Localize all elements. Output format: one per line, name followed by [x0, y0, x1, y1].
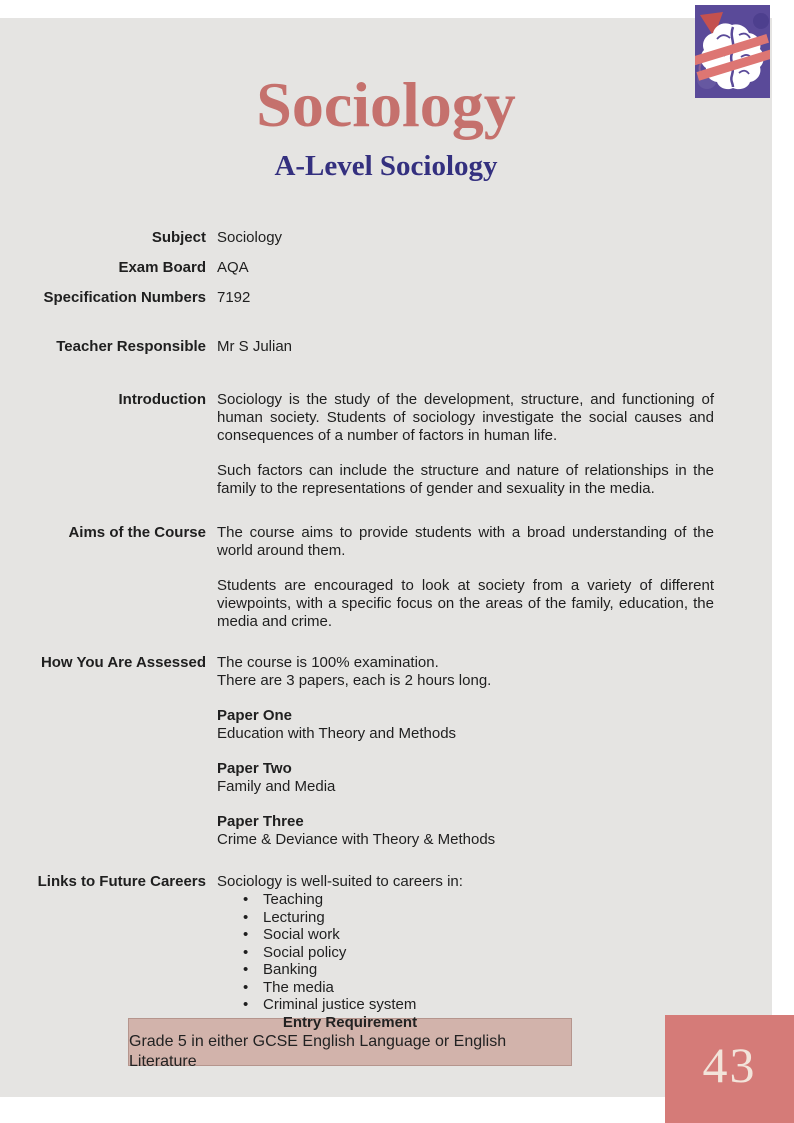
paper-three	[217, 813, 714, 849]
school-logo	[695, 5, 770, 98]
section-aims-of-the-course	[0, 524, 714, 631]
assessment-summary	[217, 654, 714, 690]
paragraph: Such factors can include the structure and nature of relationships in the family to the representations of gender and sexuality in the media.	[217, 462, 714, 497]
list-item: • Social work	[243, 926, 714, 944]
paper-one	[217, 707, 714, 743]
page-number-block	[665, 1015, 794, 1123]
paper-description: Education with Theory and Methods	[217, 725, 457, 742]
paper-title: Paper Three	[217, 813, 304, 830]
careers-intro: Sociology is well-suited to careers in:	[217, 873, 463, 890]
field-row-subject	[0, 229, 714, 247]
section-how-you-are-assessed	[0, 654, 714, 849]
paragraph: Students are encouraged to look at society from a variety of different viewpoints, with a specific focus on the areas of the family, education, the media and crime.	[217, 577, 714, 630]
section-links-to-future-careers	[0, 873, 714, 1014]
field-row-exam-board	[0, 259, 714, 277]
field-value: Sociology	[217, 229, 283, 246]
field-label: Exam Board	[118, 259, 206, 276]
paragraph: Sociology is the study of the development, structure, and functioning of human society. Students of sociology investigate the social causes and consequences of a number of factors in human life.	[217, 391, 714, 444]
page-background	[0, 18, 772, 1097]
assessment-line: There are 3 papers, each is 2 hours long.	[217, 672, 492, 689]
field-label: Specification Numbers	[43, 289, 206, 306]
paper-title: Paper Two	[217, 760, 292, 777]
field-value: Mr S Julian	[217, 338, 293, 355]
list-item: • Criminal justice system	[243, 996, 714, 1014]
assessment-line: The course is 100% examination.	[217, 654, 439, 671]
list-item: • Banking	[243, 961, 714, 979]
field-value: AQA	[217, 259, 249, 276]
paper-description: Crime & Deviance with Theory & Methods	[217, 831, 496, 848]
paper-two	[217, 760, 714, 796]
field-label: Subject	[151, 229, 206, 246]
field-row-specification-numbers	[0, 289, 714, 307]
list-item: • Lecturing	[243, 909, 714, 927]
paragraph: The course aims to provide students with a broad understanding of the world around them.	[217, 524, 714, 559]
entry-requirement-box	[128, 1013, 572, 1070]
list-item: • Social policy	[243, 944, 714, 962]
careers-list	[217, 891, 714, 1014]
page-number: 43	[702, 1037, 757, 1093]
list-item: • The media	[243, 979, 714, 997]
section-label: How You Are Assessed	[40, 654, 206, 671]
list-item: • Teaching	[243, 891, 714, 909]
field-row-teacher-responsible	[0, 338, 714, 356]
page-title: Sociology	[256, 69, 516, 140]
section-label: Aims of the Course	[68, 524, 206, 541]
field-value: 7192	[217, 289, 251, 306]
paper-title: Paper One	[217, 707, 293, 724]
paper-description: Family and Media	[217, 778, 336, 795]
page-subtitle: A-Level Sociology	[274, 150, 498, 182]
field-label: Teacher Responsible	[56, 338, 206, 355]
section-label: Introduction	[118, 391, 206, 408]
course-details	[0, 229, 714, 1014]
section-introduction	[0, 391, 714, 498]
brain-crossed-icon	[695, 5, 770, 98]
entry-requirement-title: Entry Requirement	[282, 1013, 418, 1031]
section-label: Links to Future Careers	[37, 873, 206, 890]
entry-requirement-text: Grade 5 in either GCSE English Language or English Literature	[129, 1032, 507, 1070]
